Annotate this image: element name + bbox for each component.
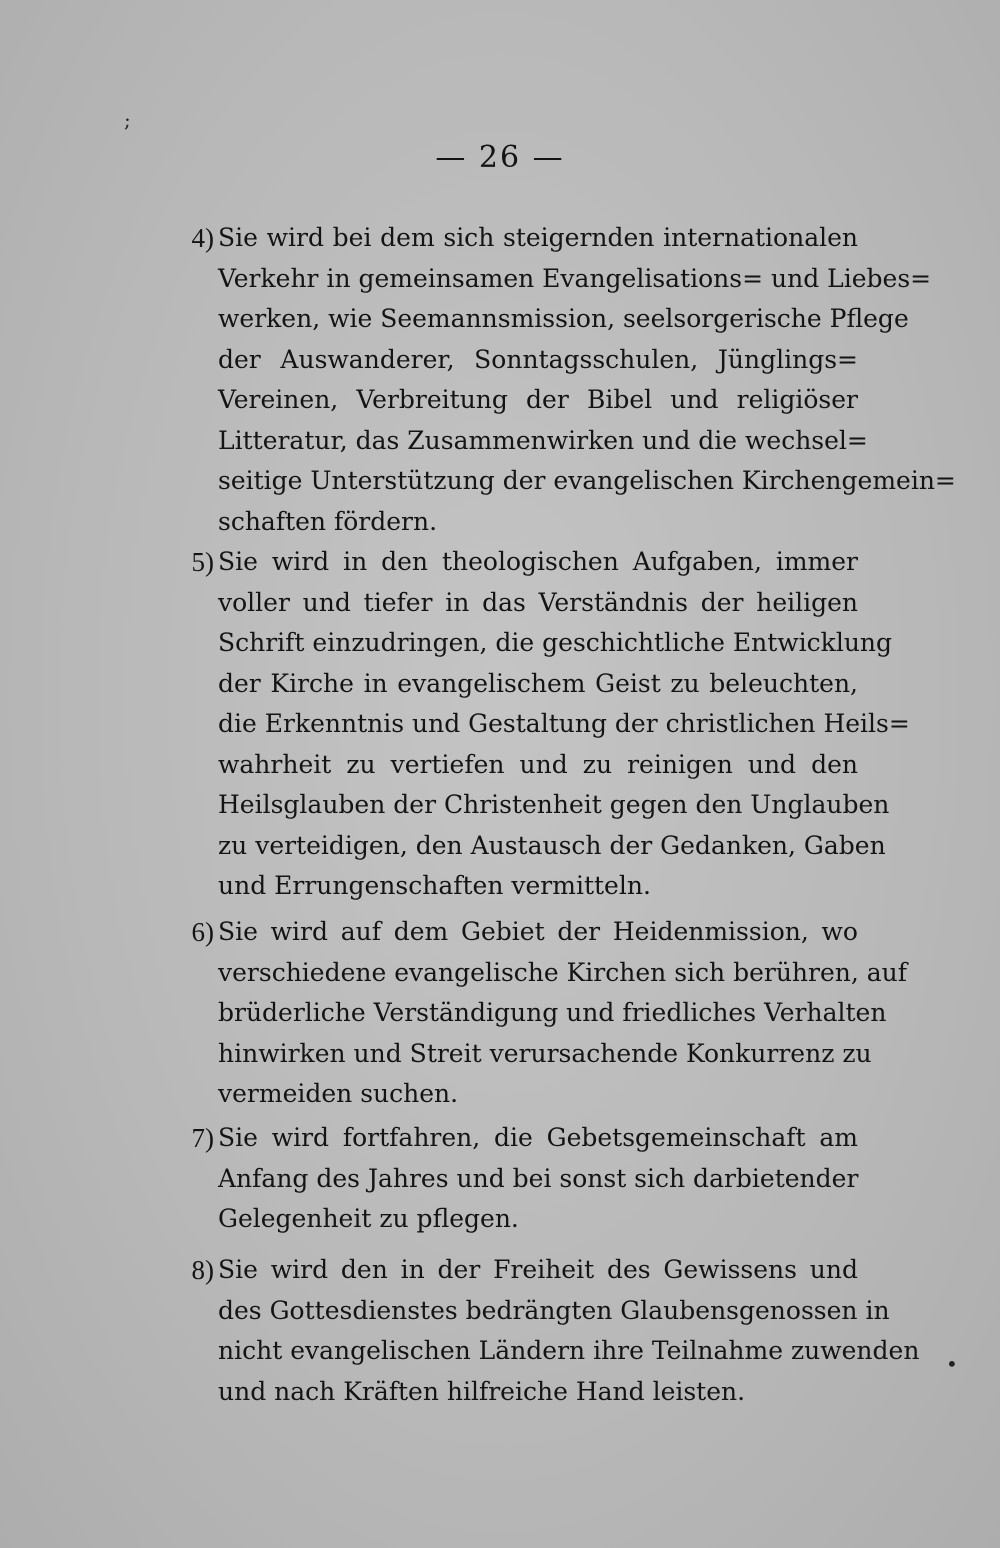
- paragraph-number: 4): [191, 223, 214, 253]
- text-line: Sie wird den in der Freiheit des Gewissens und: [218, 1255, 858, 1284]
- text-line: Vereinen, Verbreitung der Bibel und religiöser: [218, 385, 858, 414]
- text-line: nicht evangelischen Ländern ihre Teilnahme zuwenden: [218, 1336, 920, 1365]
- stray-ink-dot: •: [946, 1352, 958, 1376]
- paragraph-5: [168, 542, 910, 907]
- page-number: — 26 —: [435, 140, 565, 175]
- text-line: vermeiden suchen.: [218, 1079, 459, 1108]
- text-line: Verkehr in gemeinsamen Evangelisations= und Liebes=: [218, 263, 932, 293]
- text-line: seitige Unterstützung der evangelischen Kirchengemein=: [218, 466, 956, 495]
- text-line: und nach Kräften hilfreiche Hand leisten.: [218, 1376, 746, 1406]
- text-line: und Errungenschaften vermitteln.: [218, 871, 651, 900]
- text-line: der Auswanderer, Sonntagsschulen, Jünglings=: [218, 344, 858, 374]
- text-line: Schrift einzudringen, die geschichtliche Entwicklung: [218, 628, 893, 657]
- paragraph-number: 5): [191, 547, 214, 577]
- paragraph-number: 7): [191, 1123, 214, 1153]
- text-line: Sie wird fortfahren, die Gebetsgemeinschaft am: [218, 1123, 858, 1152]
- text-line: werken, wie Seemannsmission, seelsorgerische Pflege: [218, 304, 909, 333]
- paragraph-7: [168, 1118, 868, 1240]
- text-line: wahrheit zu vertiefen und zu reinigen und den: [218, 749, 858, 779]
- text-line: Gelegenheit zu pflegen.: [218, 1204, 519, 1233]
- text-line: verschiedene evangelische Kirchen sich berühren, auf: [218, 957, 908, 987]
- paragraph-number: 8): [191, 1255, 214, 1285]
- text-line: hinwirken und Streit verursachende Konkurrenz zu: [218, 1038, 872, 1068]
- text-line: Litteratur, das Zusammenwirken und die wechsel=: [218, 425, 868, 455]
- text-line: Sie wird in den theologischen Aufgaben, immer: [218, 547, 858, 576]
- text-line: Sie wird auf dem Gebiet der Heidenmission, wo: [218, 917, 858, 946]
- text-line: Sie wird bei dem sich steigernden internationalen: [218, 223, 858, 252]
- paragraph-4: [168, 218, 956, 542]
- text-line: der Kirche in evangelischem Geist zu beleuchten,: [218, 668, 858, 698]
- text-line: Anfang des Jahres und bei sonst sich darbietender: [218, 1163, 859, 1193]
- paragraph-8: [168, 1250, 920, 1412]
- text-line: des Gottesdienstes bedrängten Glaubensgenossen in: [218, 1295, 890, 1325]
- text-line: Heilsglauben der Christenheit gegen den Unglauben: [218, 790, 890, 819]
- text-line: zu verteidigen, den Austausch der Gedanken, Gaben: [218, 830, 886, 860]
- stray-ink-mark: ;: [124, 108, 131, 132]
- text-line: brüderliche Verständigung und friedliches Verhalten: [218, 998, 887, 1027]
- text-line: voller und tiefer in das Verständnis der heiligen: [218, 587, 858, 617]
- paragraph-number: 6): [191, 917, 214, 947]
- text-line: schaften fördern.: [218, 506, 438, 536]
- text-line: die Erkenntnis und Gestaltung der christlichen Heils=: [218, 709, 910, 738]
- paragraph-6: [168, 912, 908, 1115]
